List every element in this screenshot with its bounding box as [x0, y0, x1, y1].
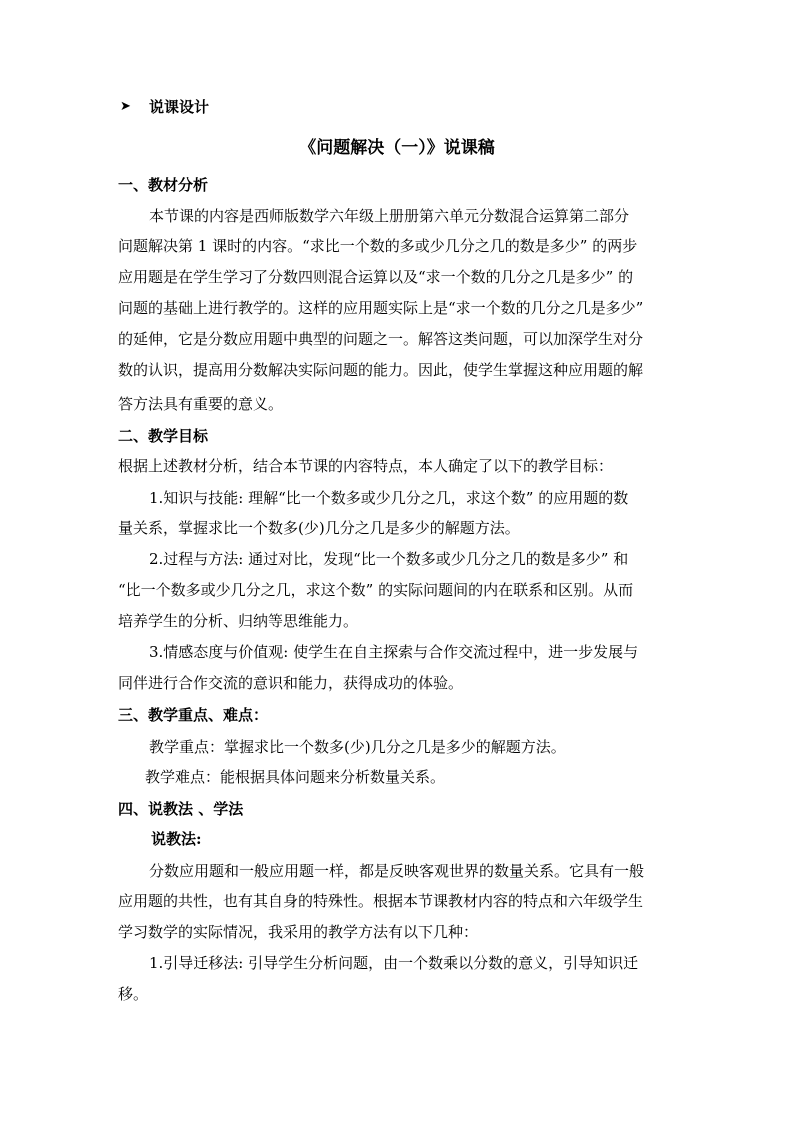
section-heading-4: 四、说教法 、学法 — [118, 800, 244, 818]
difficulty-line: 教学难点：能根据具体问题来分析数量关系。 — [145, 768, 446, 786]
paragraph-line: 的延伸，它是分数应用题中典型的问题之一。解答这类问题，可以加深学生对分 — [118, 330, 644, 348]
arrow-bullet-icon: ➤ — [120, 99, 131, 114]
paragraph-line: 学习数学的实际情况，我采用的教学方法有以下几种： — [118, 923, 479, 941]
goal-line: 1.知识与技能: 理解“比一个数多或少几分之几，求这个数” 的应用题的数 — [149, 489, 629, 507]
paragraph-line: 数的认识，提高用分数解决实际问题的能力。因此，使学生掌握这种应用题的解 — [118, 361, 644, 379]
goal-line: 培养学生的分析、归纳等思维能力。 — [118, 612, 359, 630]
bullet-heading: 说课设计 — [149, 98, 210, 116]
paragraph-line: 分数应用题和一般应用题一样，都是反映客观世界的数量关系。它具有一般 — [149, 862, 645, 880]
key-point-line: 教学重点：掌握求比一个数多(少)几分之几是多少的解题方法。 — [149, 738, 566, 756]
goal-line: 3.情感态度与价值观: 使学生在自主探索与合作交流过程中，进一步发展与 — [149, 643, 639, 661]
goal-line: 同伴进行合作交流的意识和能力，获得成功的体验。 — [118, 674, 464, 692]
method-line: 移。 — [118, 985, 149, 1003]
paragraph-line: 问题解决第 1 课时的内容。“求比一个数的多或少几分之几的数是多少” 的两步 — [118, 237, 638, 255]
paragraph-line: 问题的基础上进行教学的。这样的应用题实际上是“求一个数的几分之几是多少” — [118, 299, 644, 317]
paragraph-line: 应用题是在学生学习了分数四则混合运算以及“求一个数的几分之几是多少” 的 — [118, 268, 634, 286]
paragraph-line: 答方法具有重要的意义。 — [118, 395, 284, 413]
paragraph-line: 应用题的共性，也有其自身的特殊性。根据本节课教材内容的特点和六年级学生 — [118, 892, 644, 910]
section-heading-2: 二、教学目标 — [118, 427, 209, 445]
goal-line: 量关系，掌握求比一个数多(少)几分之几是多少的解题方法。 — [118, 519, 520, 537]
subsection-heading: 说教法: — [151, 830, 202, 848]
section-heading-1: 一、教材分析 — [118, 176, 209, 194]
paragraph-line: 根据上述教材分析，结合本节课的内容特点，本人确定了以下的教学目标： — [118, 457, 614, 475]
document-title: 《问题解决（一）》说课稿 — [299, 138, 495, 158]
section-heading-3: 三、教学重点、难点： — [118, 706, 269, 724]
paragraph-line: 本节课的内容是西师版数学六年级上册册第六单元分数混合运算第二部分 — [149, 207, 630, 225]
goal-line: “比一个数多或少几分之几，求这个数” 的实际问题间的内在联系和区别。从而 — [118, 581, 634, 599]
goal-line: 2.过程与方法: 通过对比，发现“比一个数多或少几分之几的数是多少” 和 — [149, 550, 629, 568]
method-line: 1.引导迁移法: 引导学生分析问题，由一个数乘以分数的意义，引导知识迁 — [149, 954, 639, 972]
